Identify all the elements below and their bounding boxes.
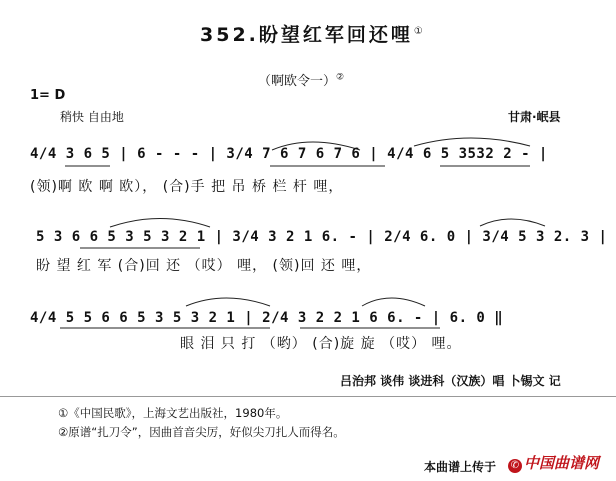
slur	[480, 219, 545, 226]
lyrics-row-3: 眼 泪 只 打 （哟） (合)旋 旋 （哎） 哩。	[180, 336, 462, 352]
site-logo[interactable]: ✆ 中国曲谱网	[508, 452, 599, 473]
song-subtitle: （啊欧令一）②	[258, 72, 345, 89]
tempo-marking: 稍快 自由地	[60, 110, 124, 124]
performer-credits: 吕治邦 谈伟 谈进科（汉族）唱 卜锡文 记	[340, 374, 561, 388]
footnote-2: ②原谱“扎刀令”，因曲首音尖厉，好似尖刀扎人而得名。	[58, 425, 345, 439]
upload-text: 本曲谱上传于	[424, 460, 497, 474]
region-label: 甘肃·岷县	[508, 110, 561, 124]
slur	[362, 298, 425, 306]
slur	[110, 219, 210, 228]
slur	[414, 138, 530, 146]
key-signature: 1= D	[30, 88, 66, 103]
slur	[186, 298, 270, 306]
logo-icon: ✆	[508, 459, 522, 473]
lyrics-row-1: (领)啊 欧 啊 欧）， (合)手 把 吊 桥 栏 杆 哩，	[30, 179, 344, 195]
song-title: 352.盼望红军回还哩①	[200, 24, 426, 46]
footnote-divider	[0, 396, 616, 397]
notation-row-1: 4/4 3 6 5 | 6 - - - | 3/4 7 6 7 6 7 6 | 4/4 6 5 3532 2 - |	[30, 146, 548, 162]
lyrics-row-2: 盼 望 红 军 (合)回 还 （哎） 哩， (领)回 还 哩，	[36, 258, 372, 274]
footnote-1: ①《中国民歌》，上海文艺出版社，1980年。	[58, 406, 288, 420]
notation-row-3: 4/4 5 5 6 6 5 3 5 3 2 1 | 2/4 3 2 2 1 6 6. - | 6. 0 ‖	[30, 310, 504, 326]
notation-row-2: 5 3 6 6 5 3 5 3 2 1 | 3/4 3 2 1 6. - | 2/4 6. 0 | 3/4 5 3 2. 3 |	[36, 229, 608, 245]
